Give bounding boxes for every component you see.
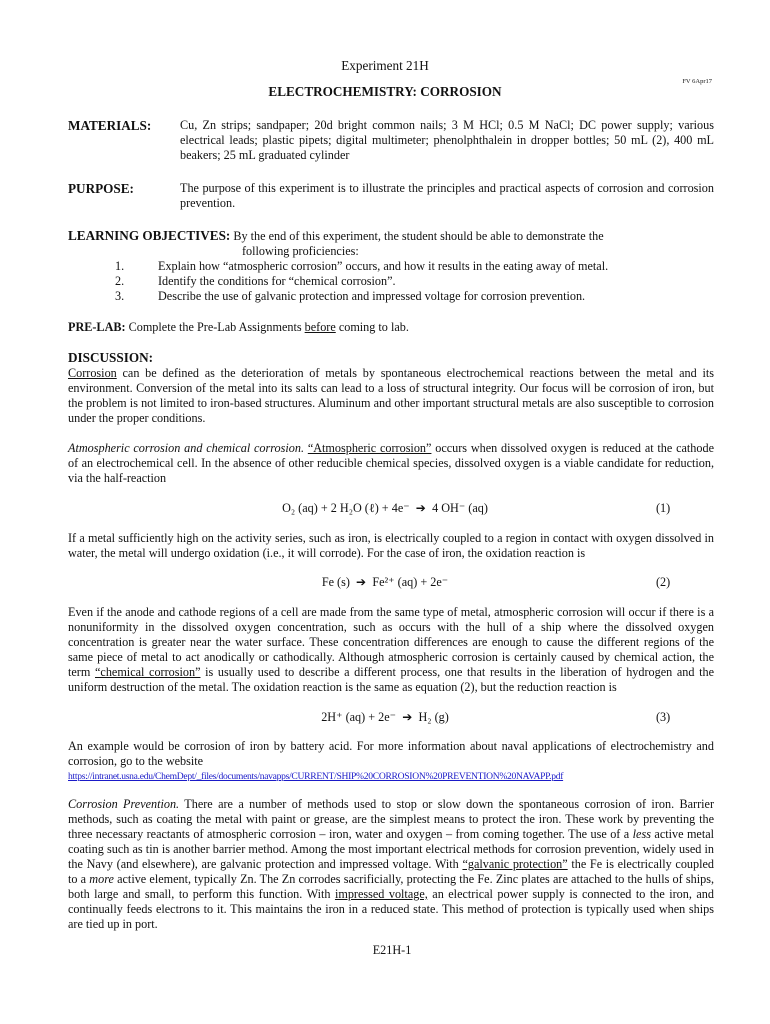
list-number: 1. [115,259,125,273]
list-number: 3. [115,289,125,303]
page-number: E21H-1 [372,943,412,957]
arrow-icon: ➔ [356,575,367,589]
paragraph-text: occurs when dissolved oxygen is reduced at the cathode of an electrochemical cell. In the absence of other reducible chemical species, dissolved oxygen is a viable candidate for reduction, via the half-reaction [68,441,714,485]
paragraph-text: the Fe is electrically coupled to a [68,857,715,886]
emphasis-less: less [632,827,651,841]
discussion-label: DISCUSSION: [68,350,154,365]
equation-1 [0,501,770,516]
equation-right: 4 OH⁻ (aq) [432,501,488,515]
prelab-label: PRE-LAB: [68,320,126,334]
paragraph-text: an electrical power supply is connected to the iron, and continually feeds electrons to it. This maintains the iron in a reduced state. This method of protection is typically used when ships are tied up in port. [68,887,714,931]
equation-2 [0,575,770,590]
discussion-paragraph-4 [68,605,714,695]
prelab-text: Complete the Pre-Lab Assignments [128,320,302,334]
objectives-list [68,259,718,304]
term-atmospheric-corrosion: “Atmospheric corrosion” [307,441,432,455]
term-chemical-corrosion: “chemical corrosion” [95,665,201,679]
materials-label: MATERIALS: [68,118,152,133]
paragraph-text: active element, typically Zn. The Zn corrodes sacrificially, protecting the Fe. Zinc plates are attached to the hulls of ships, both large and small, to perform this function. With [68,872,715,901]
equation-left: 2H⁺ (aq) + 2e⁻ [321,710,397,724]
subheading-atmospheric: Atmospheric corrosion and chemical corrosion. [68,441,305,455]
arrow-icon: ➔ [402,710,413,724]
prelab-text-end: coming to lab. [338,320,409,334]
objectives-intro-line1: By the end of this experiment, the student should be able to demonstrate the [233,229,604,243]
subheading-prevention: Corrosion Prevention. [68,797,180,811]
list-number: 2. [115,274,125,288]
term-galvanic-protection: “galvanic protection” [462,857,568,871]
version-stamp: FV 6Apr17 [682,78,712,85]
list-item [68,259,718,274]
equation-left: O₂ (aq) + 2 H₂O (ℓ) + 4e⁻ [282,501,410,515]
equation-3 [0,710,770,725]
discussion-paragraph-5: An example would be corrosion of iron by battery acid. For more information about naval applications of electrochemistry and corrosion, go to the website [68,739,714,768]
list-item [68,289,718,304]
paragraph-text: is usually used to describe a different process, one that results in the liberation of hydrogen and the uniform destruction of the metal. The oxidation reaction is the same as equation (2), but the reduction reaction is [68,665,715,694]
paragraph-text: can be defined as the deterioration of metals by spontaneous electrochemical reactions between the metal and its environment. Conversion of the metal into its salts can lead to a loss of structural integrity. Our focus will be corrosion of iron, but the problem is not limited to iron-based structures. Aluminum and other important structural metals are also susceptible to corrosion under the proper conditions. [68,366,715,425]
discussion-paragraph-6 [68,797,714,932]
term-impressed-voltage: impressed voltage, [334,887,428,901]
equation-right: H₂ (g) [418,710,449,724]
purpose-label: PURPOSE: [68,181,134,196]
equation-2-number: (2) [656,575,671,589]
experiment-number: Experiment 21H [341,58,429,73]
list-text: Identify the conditions for “chemical corrosion”. [158,274,396,288]
page-title: ELECTROCHEMISTRY: CORROSION [268,84,502,99]
list-text: Explain how “atmospheric corrosion” occurs, and how it results in the eating away of metal. [158,259,609,273]
term-corrosion: Corrosion [68,366,117,380]
equation-1-number: (1) [656,501,671,515]
navapp-link[interactable]: https://intranet.usna.edu/ChemDept/_files/documents/navapps/CURRENT/SHIP%20CORROSION%20PREVENTION%20NAVAPP.pdf [68,771,564,782]
discussion-paragraph-1 [68,366,714,426]
equation-right: Fe²⁺ (aq) + 2e⁻ [372,575,449,589]
objectives-intro-line2: following proficiencies: [242,244,359,258]
paragraph-text: There are a number of methods used to stop or slow down the spontaneous corrosion of iron. Barrier methods, such as coating the metal with paint or grease, are the simplest means to protect the iron. These work by preventing the three necessary reactants of atmospheric corrosion – iron, water and oxygen – from coming together. The use of a [68,797,715,841]
paragraph-text: Even if the anode and cathode regions of a cell are made from the same type of metal, atmospheric corrosion will occur if there is a nonuniformity in the dissolved oxygen concentration, such as occurs with the hull of a ship where the dissolved oxygen concentration is greater near the water surface. These concentration differences are enough to cause the different regions of the same piece of metal to act anodically or cathodically. Although atmospheric corrosion is certainly caused by chemical action, the term [68,605,714,679]
materials-text: Cu, Zn strips; sandpaper; 20d bright common nails; 3 M HCl; 0.5 M NaCl; DC power supply; various electrical leads; plastic pipets; digital multimeter; phenolphthalein in dropper bottles; 50 mL (2), 400 mL beakers; 25 mL graduated cylinder [180,118,714,162]
list-item [68,274,718,289]
equation-left: Fe (s) [321,575,350,589]
prelab-emphasis: before [304,320,336,334]
prelab-line [68,320,409,335]
paragraph-text: active metal coating such as tin is another barrier method. Among the most important electrical methods for corrosion prevention, widely used in the Navy (and elsewhere), are galvanic protection and impressed voltage. With [68,827,715,871]
discussion-paragraph-3: If a metal sufficiently high on the activity series, such as iron, is electrically coupled to a region in contact with oxygen dissolved in water, the metal will undergo oxidation (i.e., it will corrode). For the case of iron, the oxidation reaction is [68,531,714,560]
discussion-paragraph-2 [68,441,714,486]
emphasis-more: more [89,872,114,886]
learning-objectives [68,228,718,304]
purpose-text: The purpose of this experiment is to illustrate the principles and practical aspects of corrosion and corrosion prevention. [180,181,714,210]
objectives-label: LEARNING OBJECTIVES: [68,228,231,243]
arrow-icon: ➔ [415,501,426,515]
equation-3-number: (3) [656,710,671,724]
list-text: Describe the use of galvanic protection and impressed voltage for corrosion prevention. [158,289,586,303]
